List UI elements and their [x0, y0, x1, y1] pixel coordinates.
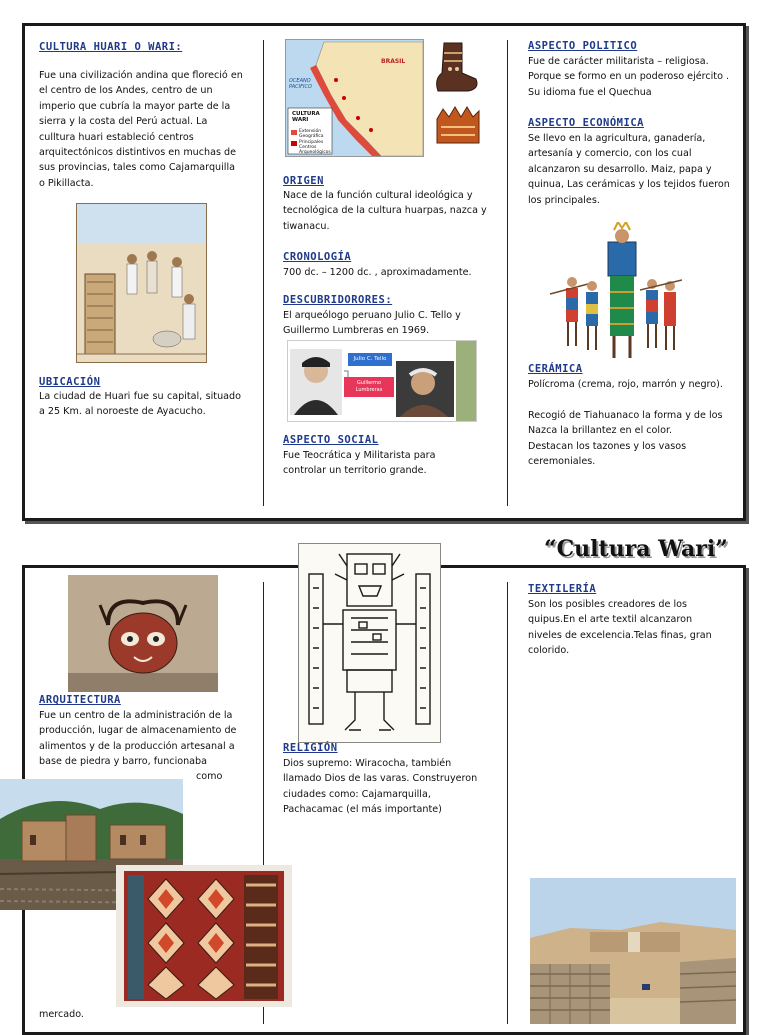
- religion-heading: RELIGIÓN: [283, 742, 338, 754]
- ceramic-bowl-image: [433, 103, 483, 149]
- ceramica-text-1: Polícroma (crema, rojo, marrón y negro).: [528, 379, 723, 390]
- aspecto-social-heading: ASPECTO SOCIAL: [283, 434, 379, 446]
- cultura-heading: CULTURA HUARI O WARI:: [39, 41, 183, 53]
- diagram-label-lumbreras: Guillermo Lumbreras: [344, 377, 394, 397]
- wari-illustration: [76, 203, 207, 363]
- origen-text: Nace de la función cultural ideológica y tecnológica de la cultura huarpas, nazca y tiwanacu.: [283, 190, 487, 232]
- map-legend-2: Principales Centros Arqueológicos: [299, 140, 331, 155]
- ceramic-boot-image: [428, 39, 483, 97]
- ceramica-text-2: Recogió de Tiahuanaco la forma y de los Nazca la brillantez en el color.: [528, 410, 723, 437]
- aspecto-social-text: Fue Teocrática y Militarista para controlar un territorio grande.: [283, 450, 436, 477]
- descubridores-text: El arqueólogo peruano Julio C. Tello y Guillermo Lumbreras en 1969.: [283, 310, 461, 337]
- column-divider: [263, 40, 264, 506]
- map-legend-title: CULTURA WARI: [292, 111, 320, 123]
- intro-text: Fue una civilización andina que floreció en el centro de los Andes, centro de un imperio que cubría la mayor parte de la sierra y la costa del Perú actual. La culltura huari estableció centros arquitectónicos distintivos en muchas de sus provincias, tales como Cajamarquilla o Pikillacta.: [39, 70, 243, 189]
- map-legend-1: Extensión Geográfica: [299, 129, 324, 139]
- textile-photo: [116, 865, 292, 1007]
- origen-heading: ORIGEN: [283, 175, 324, 187]
- cronologia-text: 700 dc. – 1200 dc. , aproximadamente.: [283, 267, 472, 278]
- arquitectura-mercado: mercado.: [39, 1009, 84, 1020]
- wiracocha-drawing: [298, 543, 441, 743]
- aspecto-politico-heading: ASPECTO POLITICO: [528, 40, 638, 52]
- ubicacion-heading: UBICACIÓN: [39, 376, 101, 388]
- cronologia-heading: CRONOLOGÍA: [283, 251, 352, 263]
- ceramic-vessel-photo: [68, 575, 218, 692]
- map-label-ocean: OCEANO PACIFICO: [289, 78, 312, 90]
- ubicacion-text: La ciudad de Huari fue su capital, situado a 25 Km. al noroeste de Ayacucho.: [39, 391, 241, 418]
- aspecto-economica-text: Se llevo en la agricultura, ganadería, artesanía y comercio, con los cual alcanzaron su desarrollo. Maiz, papa y quinua, Las cerámicas y los tejidos fueron los principales.: [528, 133, 730, 206]
- descubridores-heading: DESCUBRIDORORES:: [283, 294, 393, 306]
- religion-text: Dios supremo: Wiracocha, también llamado Dios de las varas. Construyeron ciudades como: Cajamarquilla, Pachacamac (el más importante): [283, 758, 478, 816]
- page-title: “Cultura Wari”: [544, 536, 728, 562]
- aspecto-politico-text: Fue de carácter militarista – religiosa. Porque se formo en un poderoso ejército . Su idioma fue el Quechua: [528, 56, 730, 98]
- textileria-heading: TEXTILERÍA: [528, 583, 597, 595]
- textileria-text: Son los posibles creadores de los quipus.En el arte textil alcanzaron niveles de excelencia.Telas finas, gran colorido.: [528, 599, 712, 657]
- arquitectura-como: como: [196, 771, 223, 782]
- column-divider: [507, 40, 508, 506]
- map-label-brasil: BRASIL: [381, 58, 406, 65]
- arquitectura-text: Fue un centro de la administración de la producción, lugar de almacenamiento de alimentos y de la producción artesanal a base de piedra y barro, funcionaba: [39, 710, 237, 768]
- discoverers-diagram: [287, 340, 477, 422]
- peru-map: [285, 39, 424, 157]
- diagram-label-tello: Julio C. Tello: [348, 353, 392, 366]
- pachacamac-photo: [530, 878, 736, 1024]
- aspecto-economica-heading: ASPECTO ECONÓMICA: [528, 117, 644, 129]
- ceramica-heading: CERÁMICA: [528, 363, 583, 375]
- column-divider: [507, 582, 508, 1024]
- arquitectura-heading: ARQUITECTURA: [39, 694, 121, 706]
- warriors-illustration: [548, 222, 682, 360]
- ceramica-text-3: Destacan los tazones y los vasos ceremoniales.: [528, 441, 687, 468]
